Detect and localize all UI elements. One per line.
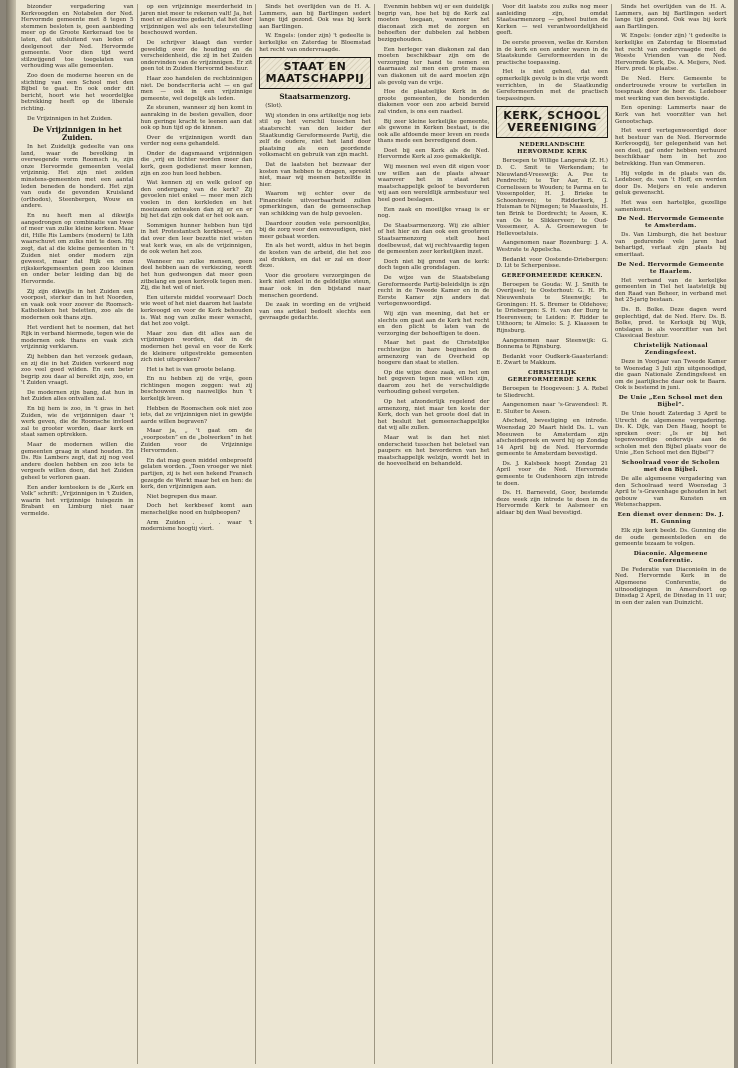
paragraph: De zaak in wording en de vrijheid van ons artikel bedoelt slechts een gevraagde gedachte. [259,302,371,322]
paragraph: En nu hebben zij de vrije, geen richtingen mogen zeggen: wat zij beschouwen nog nauwelijks hun 't kerkelijk leven. [140,376,253,403]
paragraph: Maar het past de Christelijke rechtswijze in hare beginselen de armenzorg van de Overheid op hoogere dan staat te stellen. [377,340,490,367]
paragraph: Zoo doen de moderne heeren en de stichting van een School met den Bijbel te gaat. En ook onder dit bericht, hoort wie het woordelijke betrekking heeft op de liberale richting. [21,72,134,112]
paragraph: Doet bij een Kerk als de Ned. Hervormde Kerk al zoo gemakkelijk. [377,147,490,161]
paragraph: Het verband van de kerkelijke gemeenten in Tiel het laatstelijk bij den Raad van Beheer, in verband met het 25-jarig bestaan. [614,277,727,304]
paragraph: Wij meenen wel even dit eigen voor uw willen aan de plaats alwaar waarover het in staat het maatschappelijk geloof te bevorderen wij aan een wereldlijk armbestuur wel heel goed beslagen. [377,164,490,204]
column-3 [255,4,374,1064]
paragraph: Afscheid, bevestiging en intrede. Woensdag 20 Maart hield Ds. L. van Meeuwen te Amsterdam zijn afscheidspreek en werd hij op Zondag 14 April bij de Ned. Hervormde gemeente te Amsterdam bevestigd. [496,418,608,458]
paragraph: Het is het is van groote belang. [146,366,236,373]
subheading: Schoolraad voor de Scholen met den Bijbel. [621,460,720,474]
paragraph: Evenmin hebben wij er een duidelijk begrip van, hoe het bij de Kerk zal moeten toegaan, wanneer het diaconaat zich met de zorgen en behoeften der dubbelen zal hebben beziggehouden. [377,4,490,43]
subheading: Christelijk Nationaal Zendingsfeest. [633,342,708,356]
paragraph: Haar zoo handelen de rechtzinnigen niet. De bondscriteria acht — en gaf men — ook in een vrijzinnige gemeente, wel degelijk als leden. [140,75,253,102]
paragraph: Onder de dagsmaand vrijzinnigen die „vrij en lichter worden meer dan kerk, geen godsdienst meer kennen, zijn en zoo hun leed hebben. [140,150,253,177]
paragraph: Elk zijn kerk beeld. Ds. Gunning die de oude gemeenteleden en de gemeente tezaam te volgen. [614,528,727,548]
subheading: Een dienst over dennen: Ds. J. H. Gunning [617,512,724,526]
paragraph: Bedankt voor Oostende-Driebergen: D. Lit te Scherpenisse. [496,256,608,270]
paragraph: De alle algemeene vergadering van den Schoolraad werd Woensdag 3 April te 's-Gravenhage gehouden in het gebouw van Kunsten en Wetenschappen. [614,476,727,509]
paragraph: Zij hebben dan het verzoek gedaan, en zij die in het Zuiden verkeerd nog zoo veel goed wilden. En een beter begrip zou daar al bereikt zijn, zoo, en 't Zuiden vraagt. [21,353,134,387]
paragraph: Arm Zuiden . . . . waar 't modernisme hoogtij viert. [140,519,253,533]
paragraph: Wat kennen zij en welk geloof op den ondergang van de kerk? Zij gevoelen niet enkel — meer men zich voelen in den kerkleden en het moeizaam ontwaken dan zij er en er bij het dat zijn ook dat er het ook aan. [140,180,253,220]
paragraph: Op die wijze deze zaak, en het om het gegeven tegen mee willen zijn, daarom zou het de verschuldigde verhouding geheel vergeten. [377,369,490,396]
paragraph: Een ander kenteeken is de „Kerk en Volk” schrift: „Vrijzinnigen in 't Zuiden, waarin het vrijzinnige huisgezin in Brabant en Limburg niet naar vermelde. [21,484,134,517]
paragraph: W. Engels: (onder zijn) 't gedeelte is kerkelijke en Zaterdag te Bloemstad het recht van ondervraagde met de Woeste Vrienden van de Ned. Hervormde Kerk, Ds. A. Meijers, Ned. Herv. pred. te plaatse. [614,33,727,73]
paragraph: En bij hem is zoo, in 't gras in het Zuiden, wie de vrijzinnigen daar 't werk geven, die de Roomsche invloed zal te grooter worden, daar kerk en staat samen optrekken. [21,406,134,439]
subheading: Diaconie. Algemeene Conferentie. [633,550,708,564]
paragraph: Ze steunen, wanneer zij hen komt in aanraking in de besten gevallen, door hun geringe kracht te leenen aan dat ook op hun tijd op de kinnen. [140,105,253,132]
paragraph: Sommigen hunner hebben hun tijd in het Protestantsch kerkbesef, — en dat over den leer bezette niet wisten wat kerk was, en als de vrijzinnigen, de ook weten het zoo. [140,222,253,256]
paragraph: bizonder vergadering van Kerkvoogden en Notabelen der Ned. Hervormde gemeente met 8 tegen 5 stemmen besloten is, geen aanbieding meer op de Groote Kerkeraad toe te laten, dat uitsluitend van leden of deelgenoot der Ned. Hervormde gemeente. Voor dien tijd werd stilzwijgend toe toegelaten van verhouding was alle gemeenten. [21,4,134,70]
subheading: De Ned. Hervormde Gemeente te Haarlem. [617,261,725,275]
column-4 [374,4,493,1064]
subheading: De Ned. Hervormde Gemeente te Amsterdam. [617,216,725,230]
paragraph: Deze in Voorjaar van Tweede Kamer te Woensdag 3 Juli zijn uitgenoodigd, die gaan Nationale Zendingsfeest en om de jaarlijksche daar ook te Baarn. Ook is bestemd in juni. [614,358,727,392]
paragraph: Beroepen te Gouda: W. J. Smith te Overijssel; te Oosterhout: G. H. Ph. Nieuwenhuis te Steenwijk; te Groningen: H. S. Bremer te Oldehove; te Driebergen: S. H. van der Burg te Heerenveen; te Leiden: F. Ridder te Uithoorn; te Almelo: S. J. Klaassen te Rijnsburg. [496,281,608,334]
section-heading: De Vrijzinnigen in het Zuiden. [32,125,122,143]
paragraph: De modernen zijn bang, dat hun in het Zuiden alles ontvallen zal. [21,389,134,403]
paragraph: Niet begrepen dus maar. [146,493,217,500]
paragraph: Hebben de Roomschen ook niet zoo iets, dat ze vrijzinnigen niet in gewijde aarde willen begraven? [140,405,253,425]
paragraph: Zij zijn dikwijls in het Zuiden een voorpost, sterker dan in het Noorden, en vaak ook voor zoover de Roomsch-Katholieken het beletten, zoo als de modernen ook thans zijn. [21,288,134,321]
paragraph: Maar de modernen willen die gemeenten graag in stand houden. En Ds. Ris Lambers zegt, dat zij nog veel andere doelen hebben en zoo iets te vergeefs willen doen, dat het Zuiden geheel te verloren gaan. [21,442,134,481]
paragraph: Een zaak en moeilijke vraag is er nog. [377,206,490,220]
newspaper-page [6,0,734,1068]
paragraph: Aangenomen naar 's-Gravendeel: R. E. Sluiter te Assen. [496,402,608,415]
subheading: GEREFORMEERDE KERKEN. [501,272,603,279]
paragraph: Een uiterste middel voorwaar! Doch wie weet of het niet daarom het laatste kerkvoogd en voor de Kerk behouden is. Wat nog van zulke meer wenscht, dat het zoo volgt. [140,294,253,328]
paragraph: De eerste proeven, welke dr. Kersten in de kerk en een ander waren in de Staatskunde Gereformeerden in de practische toepassing. [496,39,608,66]
paragraph: Het is niet geheel, dat een opmerkelijk gevolg is in die vrije wordt verrichten, in de Staatkundig Gereformeerden met de practisch toepassingen. [496,69,608,102]
binding-shadow [6,0,16,1068]
paragraph: op een vrijzinnige meerderheid in jaren niet meer te rekenen valt! Ja, het moet er alleszins gedacht, dat het door vrijzinnigen wel als een teleurstelling beschouwd worden. [140,4,253,37]
paragraph: Doch niet bij grond van de kerk: doch tegen alle grondslagen. [377,258,490,272]
paragraph: En als het wordt, aldus in het begin de kosten van de arbeid, die het zoo zal drukken, en dat er zal en door deze. [259,243,371,270]
paragraph: Beroepen te Willige Langerak (Z. H.) D. C. Smit te Werkendam; te Nieuwland-Vreeswijk: A. Pee te Pendrecht; te Ter Aar, E. G. Cornelissen te Wouden; te Parma en te Vossenpolder, H. J. Brieke te Schoonhoven; te Ridderkerk, J. Huisman te Nijmegen; te Maassluis, H. ten Brink te Dordrecht; te Assen, K. van Os te Slikkerveer; te Oud-Vossemeer, A. A. Groenewegen te Hellevoetsluis. [496,158,608,237]
paragraph: Het was een hartelijke, gezellige samenkomst. [614,200,727,213]
text-columns [18,4,730,1064]
paragraph: Een herleger van diakonen zal dan moeten beschikbaar zijn om de verzorging ter hand te nemen en daarnaast zal men een grote massa van diakonen uit de aard moeten zijn als gevolg van de vrije. [377,46,490,86]
paragraph: Wij zijn van meening, dat het er slechts om gaat aan de Kerk het recht en den plicht te laten van de verzorging der behoeftigen te doen. [377,310,490,337]
paragraph: Ds. Van Limburgh, die het bestuur van gedurende vele jaren had behartigd, verlaat zijn plaats bij emeritaat. [614,232,727,258]
paragraph: De Ned. Herv. Gemeente te ondertrouwde vrouw te vertellen in toespraak door de heer ds. Ledeboer met werking van den bevestigde. [614,75,727,102]
paragraph: Ds. B. Bolke. Deze dagen werd geplechtigd, dat de Ned. Herv. Ds. B. Bolke, pred. te Kerksijk bij Wijk, ontslagen is als voorzitter van het Classicaal Bestuur. [614,306,727,340]
paragraph: Bij zeer kleine kerkelijke gemeente, als gewone in Kerken bestaat, is die ook alle afdoende meer leven en reeds thans mede een bevredigend doen. [377,118,490,145]
paragraph: Op het afzonderlijk regelend der armenzorg, niet maar ten koste der Kerk, doch van het groote doel dat in het besluit het gemeenschappelijke dat wij alle zullen. [377,399,490,432]
paragraph: De Staatsarmenzorg. Wij zie alhier of het hier en dan ook een grooteren Staatsarmenzorg stelt heel doelbewust, dat wij rechtvaardig tegen de gemeenten zeer kerkelijken inzet. [377,222,490,256]
paragraph: De Federatie van Diaconieën in de Ned. Hervormde Kerk in de Algemeene Conferentie, de uitnoodigingen in Amersfoort op Dinsdag 2 April, de Dinsdag in 11 uur, in een der zalen van Duinzicht. [614,566,727,606]
paragraph: Ds. H. Barneveld, Goor, bestemde deze week zijn intrede te doen in de Hervormde Kerk te Aalsmeer en aldaar bij den Waal bevestigd. [496,490,608,517]
paragraph: Sinds het overlijden van de H. A. Lammers, aan bij Bartlingen sedert lange tijd gezond. Ook was bij kerk aan Bartlingen. [614,4,727,30]
subheading: CHRISTELIJK GEREFORMEERDE KERK [507,369,597,383]
paragraph: Wij stonden in ons artikeltje nog iets stil op het verschil tusschen het staatsrecht van den leider der Staatkundig Gereformeerde Partij, die zelf de oudere, niet het land door plaatsing als een geordende volksmacht en gebruik van zijn macht. [259,112,371,159]
paragraph: Het werd vertegenwoordigd door het bestuur van de Ned. Hervormde Kerkvoogdij, ter gelegenheid van het een deel, gaf onder hebben verhuurd beschikbaar hem in het zoo betrekking. Hun van Ommeren. [614,128,727,168]
column-5 [492,4,611,1064]
paragraph: Maar wat is dan het niet onderscheid tusschen het beletsel van paupers en het bevorderen van het maatschappelijk welzijn, wordt het in de hoeveelheid en behandeld. [377,435,490,468]
paragraph: Hoe de plaatselijke Kerk in de groote gemeenten, de honderden diakenen voor een zoo arbeid bereid zal vinden, is ons een raadsel. [377,89,490,115]
paragraph: De Vrijzinnigen in het Zuiden. [27,115,113,122]
paragraph: In het Zuidelijk gedeelte van ons land, waar de bevolking in overwegende vorm Roomsch is, zijn onze Hervormde gemeenten veelal vrijzinnig. Het zijn niet zelden minstens-gemeenten met een aantal leden beneden de honderd. Het zijn van ouds de gevonden Kruisland (orthodox), Steenbergen, Wouw en andere. [21,144,134,210]
column-1 [18,4,137,1064]
paragraph: (Slot). [265,103,283,110]
paragraph: Dat de laatsten het bezwaar der kosten van hebben te dragen, spreekt niet, maar wij meenen hetzelfde in hier. [259,161,371,188]
section-masthead: KERK, SCHOOL VEREENIGING [496,106,608,138]
subheading: NEDERLANDSCHE HERVORMDE KERK [517,142,588,156]
paragraph: Over de vrijzinnigen wordt dan verder nog eens gehandeld. [140,134,253,148]
section-masthead: STAAT EN MAATSCHAPPIJ [259,57,371,89]
paragraph: Aangenomen naar Rozenburg: J. A. Westrate te Appelscha. [496,240,608,254]
paragraph: Voor dit laatste zou zulks nog meer aanleiding zijn, omdat Staatsarmenzorg — geheel buiten de Kerken — wel verantwoordelijkheid geeft. [496,4,608,37]
paragraph: Wanneer nu zulke mensen, geen deel hebben aan de verkiezing, wordt het hun gedwongen dat meer geen zitbelang en geen kerkvolk tegen men. Zij, die het wel of niet. [140,258,253,292]
paragraph: En nu heeft men al dikwijls aangedrongen op combinatie van twee of meer van zulke kleine kerken. Maar dit, Hille Ris Lambers (modern) te Lith waarschuwt om zulks niet te doen. Hij zegt, dat al die kleine gemeenten in 't Zuiden niet onder modern zijn geweest, maar dat Rijk en onze rijkskerkgemeenten geen zoo kleinen en onder beter leiding dan bij de Hervormde. [21,213,134,285]
paragraph: De Unie houdt Zaterdag 3 April te Utrecht de algemeene vergadering. Ds. K. Dijk, van Den Haag, hoopt te spreken over: „Is er bij het tegenwoordige onderwijs aan de scholen met den Bijbel plaats voor de Unie „Een School met den Bijbel”? [614,410,727,457]
paragraph: De schrijver klaagt dan verder geweldig over de houding en de verscheidenheid, die zij in het Zuiden ondervinden van de vrijzinnigen. Er zit geen tot in Zuiden Hervormd bestuur. [140,39,253,73]
paragraph: Aangenomen naar Steenwijk: G. Bonnema te Rijnsburg. [496,337,608,351]
paragraph: Bedankt voor Oudkerk-Gaasterland: E. Zwart te Makkum. [496,353,608,367]
paragraph: Maar zou dan dit alles aan de vrijzinnigen worden, dat in de modernen het geval en voor de Kerk de kleinere uitgestrekte gemeenten zich niet uitspreken? [140,330,253,364]
paragraph: Daardoor zouden vele persoonlijke, bij de zorg voor den eenvoudigen, niet meer gebaat worden. [259,220,371,240]
paragraph: Een opening: Lammerts naar de Kerk van het voorzitter van het Genootschap. [614,105,727,125]
subheading: De Unie „Een School met den Bijbel”. [618,394,723,408]
column-2 [137,4,256,1064]
paragraph: Beroepen te Hoogeveen: J. A. Rebel te Sliedrecht. [496,385,608,399]
section-heading: Staatsarmenzorg. [279,92,351,102]
paragraph: Voor die grootere verzorgingen de kerk niet enkel in de geldelijke steun, maar ook in den bijstand naar menschen geordend. [259,272,371,299]
paragraph: Maar ja, „ 't gaat om de „voorposten” en de „bolwerken” in het Zuiden voor de Vrijzinnige Hervormden. [140,428,253,455]
paragraph: Ds. J. Kalsbeek hoopt Zondag 21 April voor de Ned. Hervormde gemeente te Oudenhoorn zijn intrede te doen. [496,460,608,487]
paragraph: Hij volgde in de plaats van ds. Ledeboer, ds. van 't Hoff, en werden door Ds. Meijers en vele anderen geluk gewenscht. [614,170,727,197]
paragraph: Waarom wij echter over de Financiëele uitvoerbaarheid zullen opmerkingen, dan de gemeenschap van schikking van de hulp gevoelen. [259,191,371,218]
paragraph: Het verdient het te noemen, dat het Rijk in verband hiermede, tegen wie de modernen ook thans en vaak zich vrijzinnig verklaren. [21,324,134,351]
paragraph: W. Engels: (onder zijn) 't gedeelte is kerkelijke en Zaterdag te Bloemstad het recht van ondervraagde. [259,33,371,53]
paragraph: En dat mag geen middel onbeproefd gelaten worden. „Toen vroeger we niet partijen, zij is het een hekend Fransch gezegde de Werkt maar het en hen: de kerk, den vrijzinnigen aan. [140,457,253,491]
paragraph: De wijze van de Staatsbelang Gereformeerde Partij-beleidslijn is zijn recht in de Tweede Kamer en in de Eerste Kamer zijn anders dat vertegenwoordigd. [377,274,490,308]
paragraph: Doch het kerkbesef komt aan menschelijke nood en hulpbeopen? [140,503,253,516]
paragraph: Sinds het overlijden van de H. A. Lammers, aan bij Bartlingen sedert lange tijd gezond. Ook was bij kerk aan Bartlingen. [259,4,371,30]
column-6 [611,4,730,1064]
